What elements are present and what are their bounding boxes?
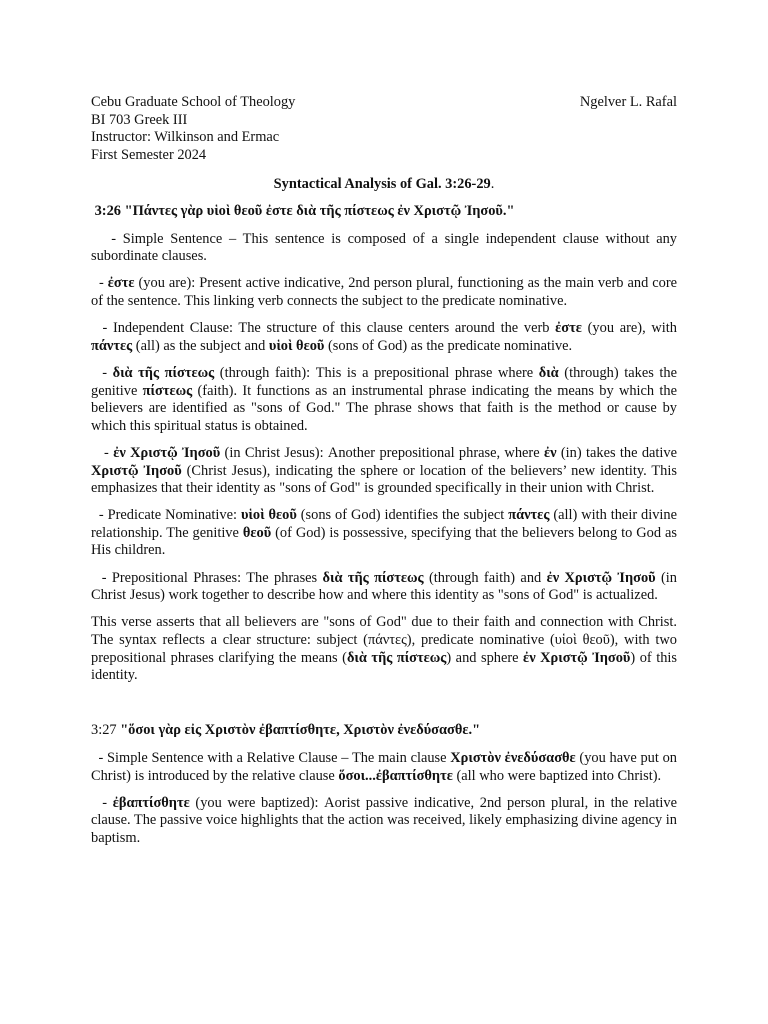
text-run: (you are), with (581, 320, 681, 337)
bold-greek-term: διὰ τῆς πίστεως (346, 649, 447, 666)
verse-heading-3-26 (91, 203, 677, 221)
bold-greek-term: πάντες (91, 337, 133, 354)
text-run: - Independent Clause: The structure of this clause centers around the verb (91, 320, 556, 337)
instructor-line: Instructor: Wilkinson and Ermac (91, 129, 280, 146)
verse-heading-3-27 (91, 722, 677, 740)
text-run: (of God) is possessive, specifying that the believers belong to God as His children. (91, 524, 681, 559)
document-title (91, 176, 677, 194)
text-run: (all) as the subject and (132, 337, 269, 354)
analysis-paragraph (91, 444, 681, 498)
text-run: - Simple Sentence with a Relative Clause – The main clause (91, 750, 451, 766)
text-run: (in Christ Jesus): Another prepositional phrase, where (220, 444, 544, 461)
text-run: (you were baptized): Aorist passive indicative, 2nd person plural, in the relative clause. The passive voice highlights that the action was received, likely emphasizing divine agency in baptism. (91, 794, 681, 846)
section-gap (91, 694, 677, 722)
text-run: (all) with their divine relationship. The genitive (91, 507, 681, 541)
analysis-paragraph (91, 569, 681, 605)
bold-greek-term: πίστεως (142, 382, 193, 399)
text-run: (sons of God) as the predicate nominative. (324, 337, 573, 354)
bold-greek-term: θεοῦ (242, 524, 272, 541)
bold-greek-term: ἐβαπτίσθητε (112, 794, 190, 811)
bold-greek-term: ἐστε (555, 320, 582, 337)
text-run: - Simple Sentence – This sentence is composed of a single independent clause without any subordinate clauses. (91, 230, 681, 265)
title-text: Syntactical Analysis of Gal. 3:26-29 (273, 176, 491, 192)
bold-greek-term: πάντες (508, 507, 550, 524)
bold-greek-term: ἐν (543, 444, 557, 461)
analysis-paragraph (91, 794, 681, 848)
analysis-paragraph (91, 614, 681, 684)
paragraphs-3-27 (91, 750, 681, 848)
bold-greek-term: ἐστε (107, 275, 135, 292)
text-run: (all who were baptized into Christ). (452, 767, 662, 784)
text-run: 3:27 (91, 722, 121, 739)
bold-greek-term: ἐν Χριστῷ Ἰησοῦ (546, 569, 656, 586)
school-name: Cebu Graduate School of Theology (91, 94, 296, 110)
bold-greek-term: ἐν Χριστῷ Ἰησοῦ (523, 649, 631, 666)
analysis-paragraph (91, 275, 681, 310)
text-run: - Predicate Nominative: (91, 507, 241, 524)
text-run: (faith). It functions as an instrumental phrase indicating the means by which the believers are identified as "sons of God." The phrase shows that faith is the method or cause by which this spiritual status is obtained. (91, 382, 681, 434)
text-run: - Prepositional Phrases: The phrases (91, 569, 323, 586)
text-run: - (91, 794, 113, 811)
bold-greek-term: υἱοὶ θεοῦ (240, 507, 297, 524)
paragraphs-3-26 (91, 230, 681, 685)
text-run: This verse asserts that all believers are "sons of God" due to their faith and connection with Christ. The syntax reflects a clear structure: subject (πάντες), predicate nominative (υἱοὶ θεοῦ), with two prepositional phrases clarifying the means ( (91, 614, 681, 666)
bold-greek-term: ἐν Χριστῷ Ἰησοῦ (113, 444, 221, 461)
course-code: BI 703 Greek III (91, 111, 188, 128)
text-run: (through faith) and (423, 569, 547, 586)
document-header (91, 94, 677, 164)
text-run: (sons of God) identifies the subject (296, 507, 509, 524)
text-run: ) and sphere (446, 649, 524, 666)
text-run: (you have put on Christ) is introduced by the relative clause (91, 750, 681, 784)
analysis-paragraph (91, 750, 681, 785)
analysis-paragraph (91, 507, 681, 560)
text-run: - (91, 364, 113, 381)
text-run: (in Christ Jesus) work together to describe how and where this identity as "sons of God" is actualized. (91, 569, 681, 604)
text-run: (through) takes the genitive (91, 364, 681, 399)
bold-greek-term: διὰ (538, 364, 559, 381)
analysis-paragraph (91, 230, 681, 266)
analysis-paragraph (91, 364, 681, 435)
bold-greek-term: διὰ τῆς πίστεως (112, 364, 215, 381)
author-name: Ngelver L. Rafal (579, 94, 677, 110)
bold-greek-term: ὅσοι...ἐβαπτίσθητε (338, 767, 453, 784)
text-run: (Christ Jesus), indicating the sphere or location of the believers’ new identity. This emphasizes that their identity as "sons of God" is grounded specifically in their union with Christ. (91, 462, 681, 497)
document-body (91, 203, 681, 857)
text-run: (through faith): This is a prepositional phrase where (214, 364, 539, 381)
text-run: (in) takes the dative (556, 444, 681, 461)
text-run: - (91, 275, 108, 292)
bold-greek-term: Χριστὸν ἐνεδύσασθε (450, 750, 576, 766)
text-run: ) of this identity. (91, 649, 681, 684)
semester-line: First Semester 2024 (91, 146, 207, 163)
bold-greek-term: Χριστῷ Ἰησοῦ (91, 462, 182, 479)
bold-greek-term: "ὅσοι γὰρ εἰς Χριστὸν ἐβαπτίσθητε, Χριστὸν ἐνεδύσασθε." (120, 722, 481, 739)
analysis-paragraph (91, 320, 681, 355)
text-run: - (91, 444, 114, 461)
bold-greek-term: υἱοὶ θεοῦ (268, 337, 325, 354)
bold-greek-term: διὰ τῆς πίστεως (322, 569, 424, 586)
bold-greek-term: 3:26 "Πάντες γὰρ υἱοὶ θεοῦ ἐστε διὰ τῆς πίστεως ἐν Χριστῷ Ἰησοῦ." (91, 203, 515, 219)
title-period: . (490, 176, 495, 192)
text-run: (you are): Present active indicative, 2nd person plural, functioning as the main verb and core of the sentence. This linking verb connects the subject to the predicate nominative. (91, 275, 681, 309)
